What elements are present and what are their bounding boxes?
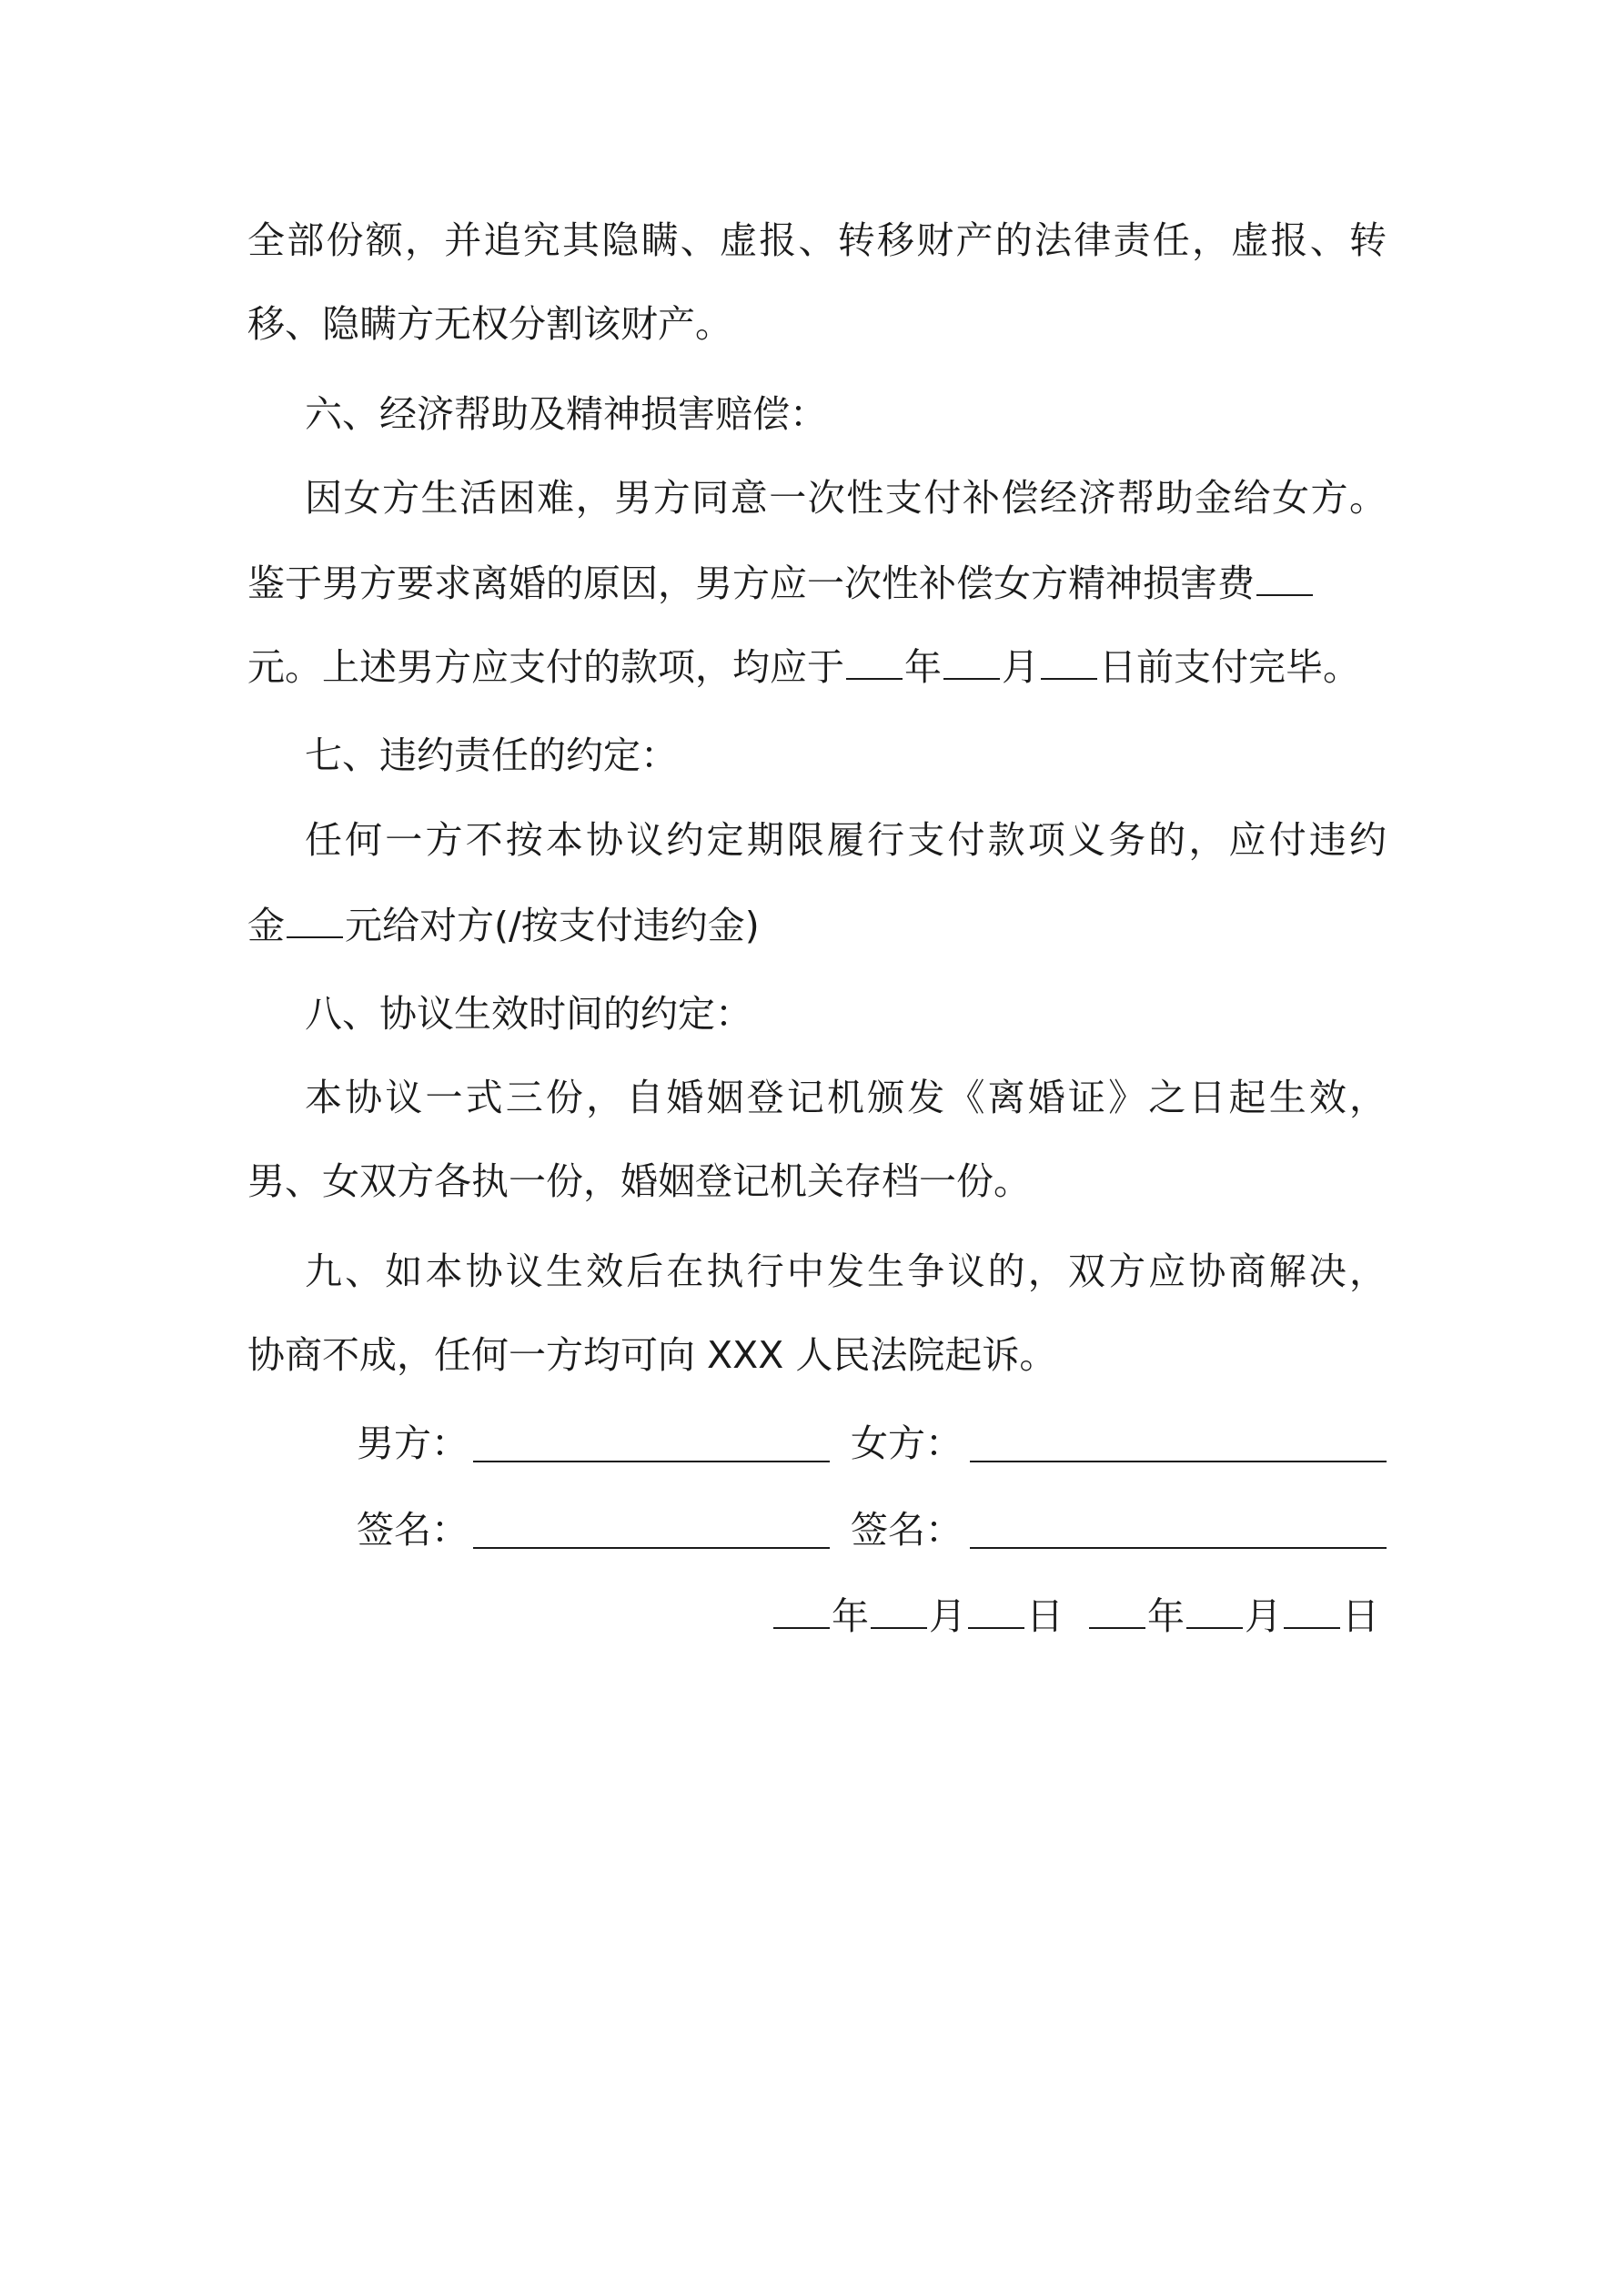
section7-line2-suffix: 元给对方(/按支付违约金) <box>345 904 760 947</box>
payment-month-blank <box>943 642 1000 680</box>
payment-year-blank <box>846 642 903 680</box>
section7-line2 <box>247 900 760 949</box>
female-signature-label: 签名： <box>851 1508 963 1552</box>
male-date-year-blank <box>773 1591 830 1629</box>
section6-line2-text: 鉴于男方要求离婚的原因，男方应一次性补偿女方精神损害费 <box>247 561 1255 605</box>
section6-line3-text: 元。上述男方应支付的款项，均应于 <box>247 645 844 689</box>
section8-title: 八、协议生效时间的约定： <box>305 992 752 1036</box>
male-date-month-label: 月 <box>929 1594 966 1638</box>
compensation-amount-blank <box>1256 558 1313 596</box>
payment-day-blank <box>1041 642 1097 680</box>
day-label: 日前支付完毕。 <box>1099 645 1360 689</box>
male-signature-label: 签名： <box>357 1508 469 1552</box>
female-date-month-label: 月 <box>1245 1594 1282 1638</box>
male-party-blank <box>473 1459 830 1462</box>
section8-line1: 本协议一式三份，自婚姻登记机颁发《离婚证》之日起生效， <box>305 1076 1387 1119</box>
section7-line1: 任何一方不按本协议约定期限履行支付款项义务的，应付违约 <box>305 818 1387 862</box>
section6-title: 六、经济帮助及精神损害赔偿： <box>305 392 827 436</box>
month-label: 月 <box>1002 645 1039 689</box>
section9-line1: 九、如本协议生效后在执行中发生争议的，双方应协商解决， <box>305 1249 1387 1293</box>
male-date-line <box>772 1591 1064 1640</box>
female-date-month-blank <box>1186 1591 1243 1629</box>
male-signature-blank <box>473 1545 830 1549</box>
female-date-year-label: 年 <box>1147 1594 1185 1638</box>
male-date-day-label: 日 <box>1026 1594 1064 1638</box>
section7-line2-prefix: 金 <box>247 904 285 947</box>
penalty-amount-blank <box>287 900 343 938</box>
female-date-day-blank <box>1284 1591 1340 1629</box>
year-label: 年 <box>904 645 942 689</box>
female-date-year-blank <box>1089 1591 1145 1629</box>
male-party-label: 男方： <box>357 1421 469 1465</box>
male-date-day-blank <box>968 1591 1024 1629</box>
para5-continuation-line1: 全部份额，并追究其隐瞒、虚报、转移财产的法律责任，虚报、转 <box>247 218 1387 262</box>
section9-line2: 协商不成，任何一方均可向 XXX 人民法院起诉。 <box>247 1333 1057 1377</box>
section7-title: 七、违约责任的约定： <box>305 733 678 777</box>
female-signature-blank <box>970 1545 1387 1549</box>
section8-line2: 男、女双方各执一份，婚姻登记机关存档一份。 <box>247 1159 1031 1203</box>
female-party-label: 女方： <box>851 1421 963 1465</box>
male-date-month-blank <box>871 1591 927 1629</box>
female-date-line <box>1087 1591 1379 1640</box>
female-party-blank <box>970 1459 1387 1462</box>
section6-line3 <box>247 642 1360 691</box>
para5-continuation-line2: 移、隐瞒方无权分割该财产。 <box>247 302 732 346</box>
section6-line2 <box>247 558 1315 607</box>
male-date-year-label: 年 <box>832 1594 869 1638</box>
female-date-day-label: 日 <box>1342 1594 1379 1638</box>
section6-line1: 因女方生活困难，男方同意一次性支付补偿经济帮助金给女方。 <box>305 476 1387 520</box>
